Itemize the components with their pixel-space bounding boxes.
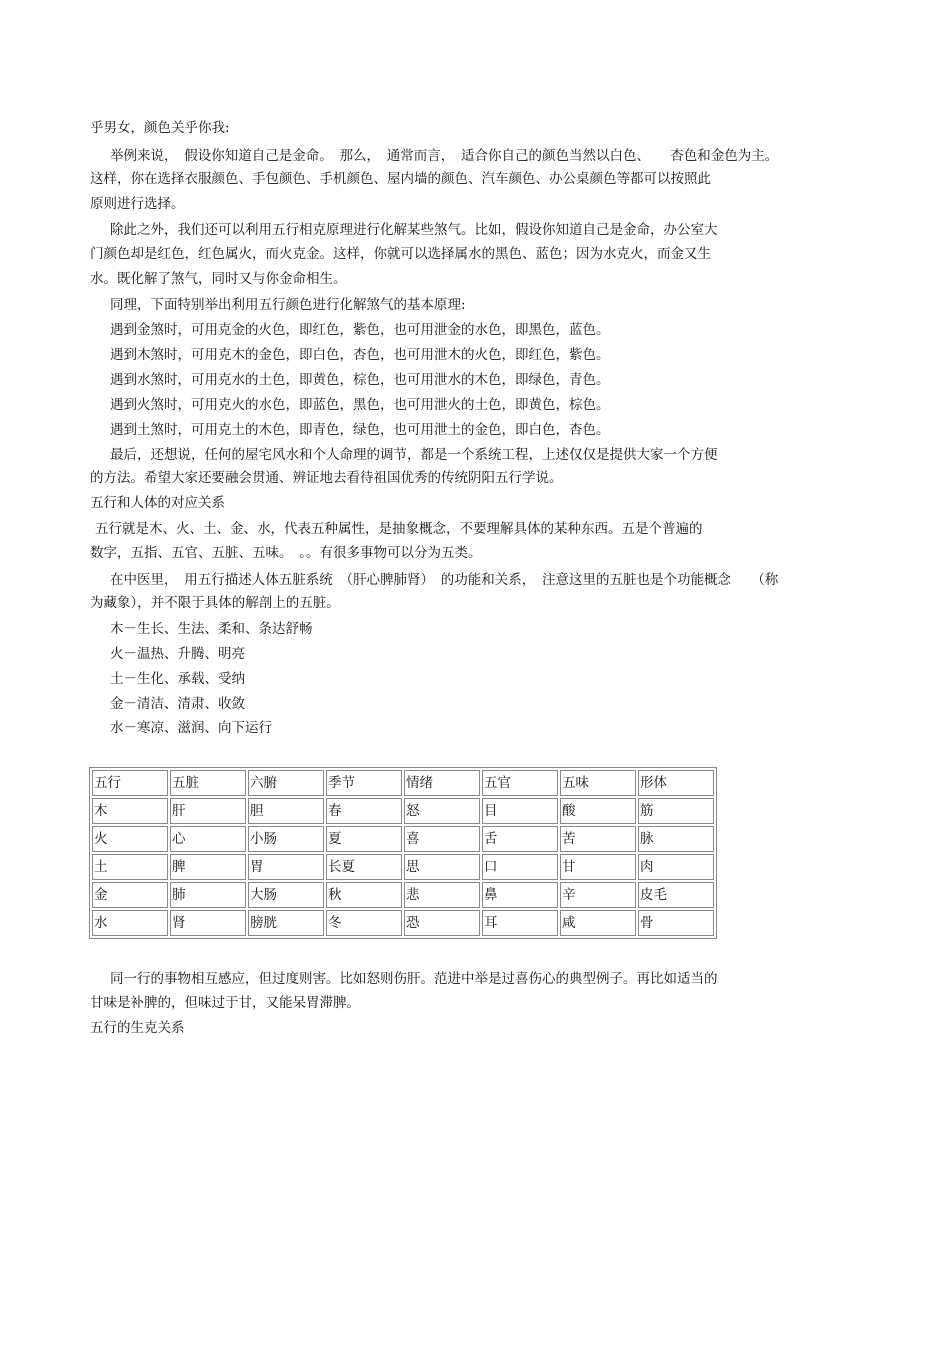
table-cell: 秋 [326, 882, 402, 908]
text-line: 甘味是补脾的，但味过于甘，又能呆胃滞脾。 [90, 995, 360, 1011]
table-cell: 舌 [482, 826, 558, 852]
table-cell: 思 [404, 854, 480, 880]
table-cell: 心 [170, 826, 246, 852]
table-cell: 金 [92, 882, 168, 908]
table-cell: 酸 [560, 798, 636, 824]
table-cell: 喜 [404, 826, 480, 852]
table-cell: 口 [482, 854, 558, 880]
table-header-cell: 五脏 [170, 770, 246, 796]
table-cell: 皮毛 [638, 882, 714, 908]
table-cell: 长夏 [326, 854, 402, 880]
element-item-earth: 土－生化、承载、受纳 [110, 671, 245, 687]
table-cell: 苦 [560, 826, 636, 852]
table-cell: 肝 [170, 798, 246, 824]
text-line: 遇到火煞时，可用克火的水色，即蓝色，黑色，也可用泄火的土色，即黄色，棕色。 [110, 397, 610, 413]
table-cell: 甘 [560, 854, 636, 880]
table-cell: 小肠 [248, 826, 324, 852]
table-cell: 鼻 [482, 882, 558, 908]
text-line: 水。既化解了煞气，同时又与你金命相生。 [90, 271, 347, 287]
section-heading: 五行和人体的对应关系 [90, 495, 225, 511]
table-header-cell: 五味 [560, 770, 636, 796]
table-cell: 大肠 [248, 882, 324, 908]
table-cell: 木 [92, 798, 168, 824]
element-item-wood: 木－生长、生法、柔和、条达舒畅 [110, 621, 313, 637]
table-cell: 胃 [248, 854, 324, 880]
element-item-water: 水－寒凉、滋润、向下运行 [110, 720, 272, 736]
text-line: 遇到水煞时，可用克水的土色，即黄色，棕色，也可用泄水的木色，即绿色，青色。 [110, 372, 610, 388]
table-cell: 冬 [326, 910, 402, 936]
text-line: 最后，还想说，任何的屋宅风水和个人命理的调节，都是一个系统工程，上述仅仅是提供大家一个方便 [110, 447, 718, 463]
table-cell: 膀胱 [248, 910, 324, 936]
table-header-cell: 五行 [92, 770, 168, 796]
table-row [92, 910, 714, 936]
text-line: 遇到金煞时，可用克金的火色，即红色，紫色，也可用泄金的水色，即黑色，蓝色。 [110, 322, 610, 338]
table-cell: 悲 [404, 882, 480, 908]
table-cell: 肾 [170, 910, 246, 936]
text-line: 乎男女，颜色关乎你我: [90, 120, 230, 136]
text-line: 数字，五指、五官、五脏、五味。 。。有很多事物可以分为五类。 [90, 545, 482, 561]
table-cell: 咸 [560, 910, 636, 936]
table-row [92, 882, 714, 908]
element-item-metal: 金－清洁、清肃、收敛 [110, 696, 245, 712]
table-cell: 筋 [638, 798, 714, 824]
text-line: 在中医里， 用五行描述人体五脏系统 （肝心脾肺肾） 的功能和关系， 注意这里的五脏也是个功能概念 （称 [110, 572, 779, 588]
text-line: 五行就是木、火、土、金、水，代表五种属性，是抽象概念，不要理解具体的某种东西。五是个普遍的 [95, 521, 703, 537]
element-item-fire: 火－温热、升腾、明亮 [110, 646, 245, 662]
table-cell: 肉 [638, 854, 714, 880]
table-cell: 水 [92, 910, 168, 936]
text-line: 举例来说， 假设你知道自己是金命。 那么， 通常而言， 适合你自己的颜色当然以白色、 杏色和金色为主。 [110, 148, 779, 164]
table-cell: 脾 [170, 854, 246, 880]
text-line: 同一行的事物相互感应，但过度则害。比如怒则伤肝。范进中举是过喜伤心的典型例子。再比如适当的 [110, 971, 718, 987]
table-cell: 骨 [638, 910, 714, 936]
table-row [92, 826, 714, 852]
table-cell: 火 [92, 826, 168, 852]
text-line: 门颜色却是红色，红色属火，而火克金。这样，你就可以选择属水的黑色、蓝色；因为水克火，而金又生 [90, 246, 711, 262]
table-cell: 恐 [404, 910, 480, 936]
table-cell: 怒 [404, 798, 480, 824]
table-header-row [92, 770, 714, 796]
text-line: 原则进行选择。 [90, 196, 185, 212]
table-header-cell: 五官 [482, 770, 558, 796]
text-line: 的方法。希望大家还要融会贯通、辨证地去看待祖国优秀的传统阴阳五行学说。 [90, 470, 563, 486]
table-row [92, 854, 714, 880]
table-cell: 肺 [170, 882, 246, 908]
table-row [92, 798, 714, 824]
table-header-cell: 季节 [326, 770, 402, 796]
text-line: 为藏象），并不限于具体的解剖上的五脏。 [90, 595, 340, 611]
table-cell: 耳 [482, 910, 558, 936]
text-line: 同理，下面特别举出利用五行颜色进行化解煞气的基本原理: [110, 297, 466, 313]
text-line: 遇到土煞时，可用克土的木色，即青色，绿色，也可用泄土的金色，即白色，杏色。 [110, 422, 610, 438]
section-heading: 五行的生克关系 [90, 1020, 185, 1036]
table-cell: 春 [326, 798, 402, 824]
table-header-cell: 六腑 [248, 770, 324, 796]
table-header-cell: 情绪 [404, 770, 480, 796]
table-header-cell: 形体 [638, 770, 714, 796]
text-line: 这样，你在选择衣服颜色、手包颜色、手机颜色、屋内墙的颜色、汽车颜色、办公桌颜色等都可以按照此 [90, 171, 711, 187]
table-cell: 辛 [560, 882, 636, 908]
table-cell: 夏 [326, 826, 402, 852]
text-line: 遇到木煞时，可用克木的金色，即白色，杏色，也可用泄木的火色，即红色，紫色。 [110, 347, 610, 363]
table-cell: 土 [92, 854, 168, 880]
text-line: 除此之外，我们还可以利用五行相克原理进行化解某些煞气。比如，假设你知道自己是金命，办公室大 [110, 222, 718, 238]
table-cell: 目 [482, 798, 558, 824]
five-elements-table [89, 767, 717, 939]
table-cell: 脉 [638, 826, 714, 852]
table-cell: 胆 [248, 798, 324, 824]
